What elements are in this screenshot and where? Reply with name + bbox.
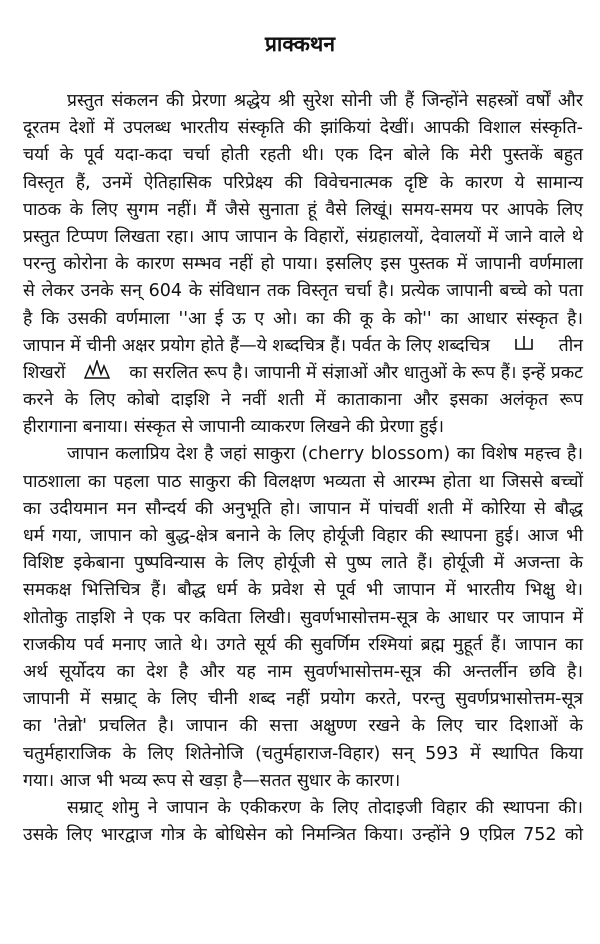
- text-line: चतुर्महाराजिक के लिए शितेनोजि (चतुर्महाराज-विहार) सन् 593 में स्थापित किया: [23, 743, 583, 764]
- text-line: धर्म गया, जापान को बुद्ध-क्षेत्र बनाने के लिए होर्यूजी विहार की स्थापना हुई। आज भी: [23, 526, 583, 546]
- text-line: समकक्ष भित्तिचित्र हैं। बौद्ध धर्म के प्रवेश से पूर्व भी जापान में भारतीय भिक्षु थे।: [23, 580, 583, 601]
- page-title: प्राक्कथन: [264, 32, 336, 56]
- text-line: [23, 333, 583, 360]
- text-line: उसके लिए भारद्वाज गोत्र के बोधिसेन को निमन्त्रित किया। उन्होंने 9 एप्रिल 752 को: [23, 825, 583, 846]
- text-line: सम्राट् शोमु ने जापान के एकीकरण के लिए तोदाइजी विहार की स्थापना की।: [67, 797, 583, 818]
- text-line: प्रस्तुत संकलन की प्रेरणा श्रद्धेय श्री सुरेश सोनी जी हैं जिन्होंने सहस्त्रों वर्षों और: [67, 91, 583, 111]
- text-line: दूरतम देशों में उपलब्ध भारतीय संस्कृति की झांकियां देखीं। आपकी विशाल संस्कृति-: [23, 118, 583, 139]
- text-line: का उदीयमान मन सौन्दर्य की अनुभूति हो। जापान में पांचवीं शती में कोरिया से बौद्ध: [23, 498, 583, 519]
- text-line: शोतोकु ताइशि ने एक पर कविता लिखी। सुवर्णभासोत्तम-सूत्र के आधार पर जापान में: [23, 607, 583, 628]
- text-line: हीरागाना बनाया। संस्कृत से जापानी व्याकरण लिखने की प्रेरणा हुई।: [23, 417, 445, 438]
- text-line: चर्या के पूर्व यदा-कदा चर्चा होती रहती थी। एक दिन बोले कि मेरी पुस्तकें बहुत: [23, 145, 583, 166]
- text-line: राजकीय पर्व मनाए जाते थे। उगते सूर्य की सुवर्णिम रश्मियां ब्रह्म मुहूर्त हैं। जापान का: [23, 634, 583, 655]
- text-line: जापान कलाप्रिय देश है जहां साकुरा (cherry blossom) का विशेष महत्त्व है।: [67, 444, 583, 465]
- text-segment: जापान में चीनी अक्षर प्रयोग होते हैं—ये शब्दचित्र हैं। पर्वत के लिए शब्दचित्र: [23, 335, 490, 356]
- mountain-kanji-icon: [514, 333, 534, 360]
- three-peaks-icon: [84, 360, 110, 387]
- text-line: करने के लिए कोबो दाइशि ने नवीं शती में काताकाना और इसका अलंकृत रूप: [23, 390, 583, 411]
- text-line: गया। आज भी भव्य रूप से खड़ा है—सतत सुधार के कारण।: [23, 770, 401, 791]
- text-line: से लेकर उनके सन् 604 के संविधान तक विस्तृत चर्चा है। प्रत्येक जापानी बच्चे को पता: [23, 281, 583, 302]
- text-line: का 'तेन्नो' प्रचलित है। जापान की सत्ता अक्षुण्ण रखने के लिए चार दिशाओं के: [23, 716, 583, 737]
- text-line: प्रस्तुत टिप्पण लिखता रहा। आप जापान के विहारों, संग्रहालयों, देवालयों में जाने वाले थे: [23, 226, 583, 247]
- text-segment: का सरलित रूप है। जापानी में संज्ञाओं और धातुओं के रूप हैं। इन्हें प्रकट: [129, 362, 583, 383]
- text-line: पाठक के लिए सुगम नहीं। मैं जैसे सुनाता हूं वैसे लिखूं। समय-समय पर आपके लिए: [23, 199, 583, 220]
- text-line: अर्थ सूर्योदय का देश है और यह नाम सुवर्णभासोत्तम-सूत्र की अन्तर्लीन छवि है।: [23, 661, 583, 682]
- text-line: पाठशाला का पहला पाठ साकुरा की विलक्षण भव्यता से आरम्भ होता था जिससे बच्चों: [23, 471, 583, 492]
- document-body: [23, 88, 583, 849]
- text-line: [23, 360, 583, 387]
- text-segment: तीन: [558, 335, 583, 356]
- text-line: विस्तृत हैं, उनमें ऐतिहासिक परिप्रेक्ष्य की विवेचनात्मक दृष्टि के कारण ये सामान्य: [23, 172, 583, 193]
- text-line: जापानी में सम्राट् के लिए चीनी शब्द नहीं प्रयोग करते, परन्तु सुवर्णप्रभासोत्तम-सूत्र: [23, 689, 583, 710]
- text-line: विशिष्ट इकेबाना पुष्पविन्यास के लिए होर्यूजी से पुष्प लाते हैं। होर्यूजी में अजन्ता के: [23, 553, 583, 574]
- text-segment: शिखरों: [23, 362, 66, 383]
- text-line: परन्तु कोरोना के कारण सम्भव नहीं हो पाया। इसलिए इस पुस्तक में जापानी वर्णमाला: [23, 254, 583, 275]
- text-line: है कि उसकी वर्णमाला ''आ ई ऊ ए ओ। का की कू के को'' का आधार संस्कृत है।: [23, 308, 583, 329]
